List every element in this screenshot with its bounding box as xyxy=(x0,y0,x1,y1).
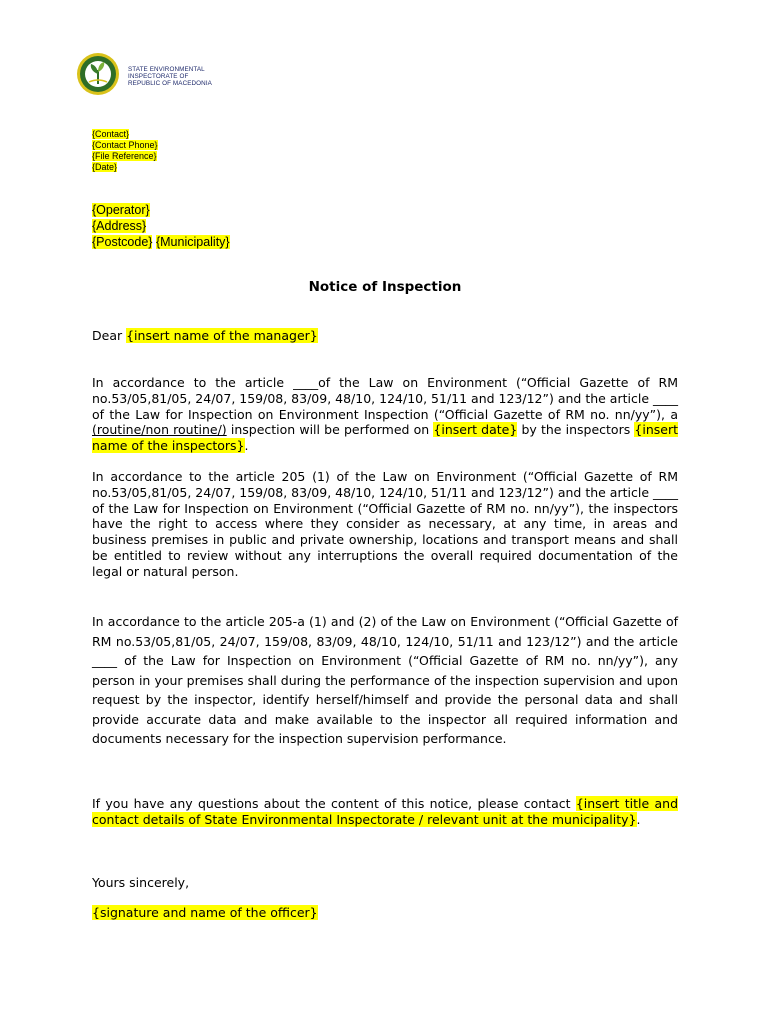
address-placeholder: {Address} xyxy=(92,219,147,233)
contact-placeholder: {Contact} xyxy=(92,129,130,139)
org-name-line-3: REPUBLIC OF MACEDONIA xyxy=(128,80,212,88)
paragraph-4-end: . xyxy=(636,811,641,827)
operator-placeholder: {Operator} xyxy=(92,203,150,217)
closing: Yours sincerely, xyxy=(92,875,190,890)
paragraph-4-part-1: If you have any questions about the content of this notice, please contact xyxy=(92,796,576,811)
signature-block xyxy=(92,905,318,920)
signature-placeholder: {signature and name of the officer} xyxy=(92,905,318,920)
salutation xyxy=(92,328,318,343)
org-name-line-2: INSPECTORATE OF xyxy=(128,73,189,81)
paragraph-1-part-3: by the inspectors xyxy=(517,422,635,438)
paragraph-1-end: . xyxy=(244,438,249,454)
manager-name-placeholder: {insert name of the manager} xyxy=(126,328,318,343)
file-reference-placeholder: {File Reference} xyxy=(92,151,157,161)
recipient-block xyxy=(92,202,230,250)
organization-name xyxy=(128,66,212,88)
routine-option: (routine/non routine/) xyxy=(92,422,227,438)
insert-date-placeholder: {insert date} xyxy=(433,422,518,438)
org-name-line-1: STATE ENVIRONMENTAL xyxy=(128,66,205,73)
inspectors-placeholder: {insert name of the inspectors} xyxy=(92,422,678,454)
contact-phone-placeholder: {Contact Phone} xyxy=(92,140,158,150)
municipality-placeholder: {Municipality} xyxy=(155,235,230,249)
paragraph-4 xyxy=(92,796,678,828)
inspectorate-logo xyxy=(76,52,120,96)
seal-icon xyxy=(76,52,120,96)
contact-block xyxy=(92,129,158,173)
document-title: Notice of Inspection xyxy=(308,279,462,295)
contact-details-placeholder: {insert title and contact details of State Environmental Inspectorate / relevant unit at the municipality} xyxy=(92,796,679,827)
paragraph-2: In accordance to the article 205 (1) of the Law on Environment (“Official Gazette of RM no.53/05,81/05, 24/07, 159/08, 83/09, 48/10, 124/10, 51/11 and 123/12”) and the article ____ of the Law for Inspection on Environment (“Official Gazette of RM no. nn/yy”), the inspectors have the right to access where they consider as necessary, at any time, in areas and business premises in public and private ownership, locations and transport means and shall be entitled to review without any interruptions the overall required documentation of the legal or natural person. xyxy=(92,469,678,579)
salutation-prefix: Dear xyxy=(92,328,127,343)
postcode-placeholder: {Postcode} xyxy=(92,235,153,249)
paragraph-1 xyxy=(92,375,678,454)
paragraph-1-part-1: In accordance to the article ____of the Law on Environment (“Official Gazette of RM no.53/05,81/05, 24/07, 159/08, 83/09, 48/10, 124/10, 51/11 and 123/12”) and the article ____ of the Law for Inspection on Environment Inspection (“Official Gazette of RM no. nn/yy”), a xyxy=(92,375,678,422)
paragraph-1-part-2: inspection will be performed on xyxy=(226,422,434,438)
date-placeholder: {Date} xyxy=(92,162,118,172)
paragraph-3: In accordance to the article 205-a (1) and (2) of the Law on Environment (“Official Gazette of RM no.53/05,81/05, 24/07, 159/08, 83/09, 48/10, 124/10, 51/11 and 123/12”) and the article ____ of the Law for Inspection on Environment (“Official Gazette of RM no. nn/yy”), any person in your premises shall during the performance of the inspection supervision and upon request by the inspector, identify herself/himself and provide the personal data and shall provide accurate data and make available to the inspector all required information and documents necessary for the inspection supervision performance. xyxy=(92,614,678,746)
